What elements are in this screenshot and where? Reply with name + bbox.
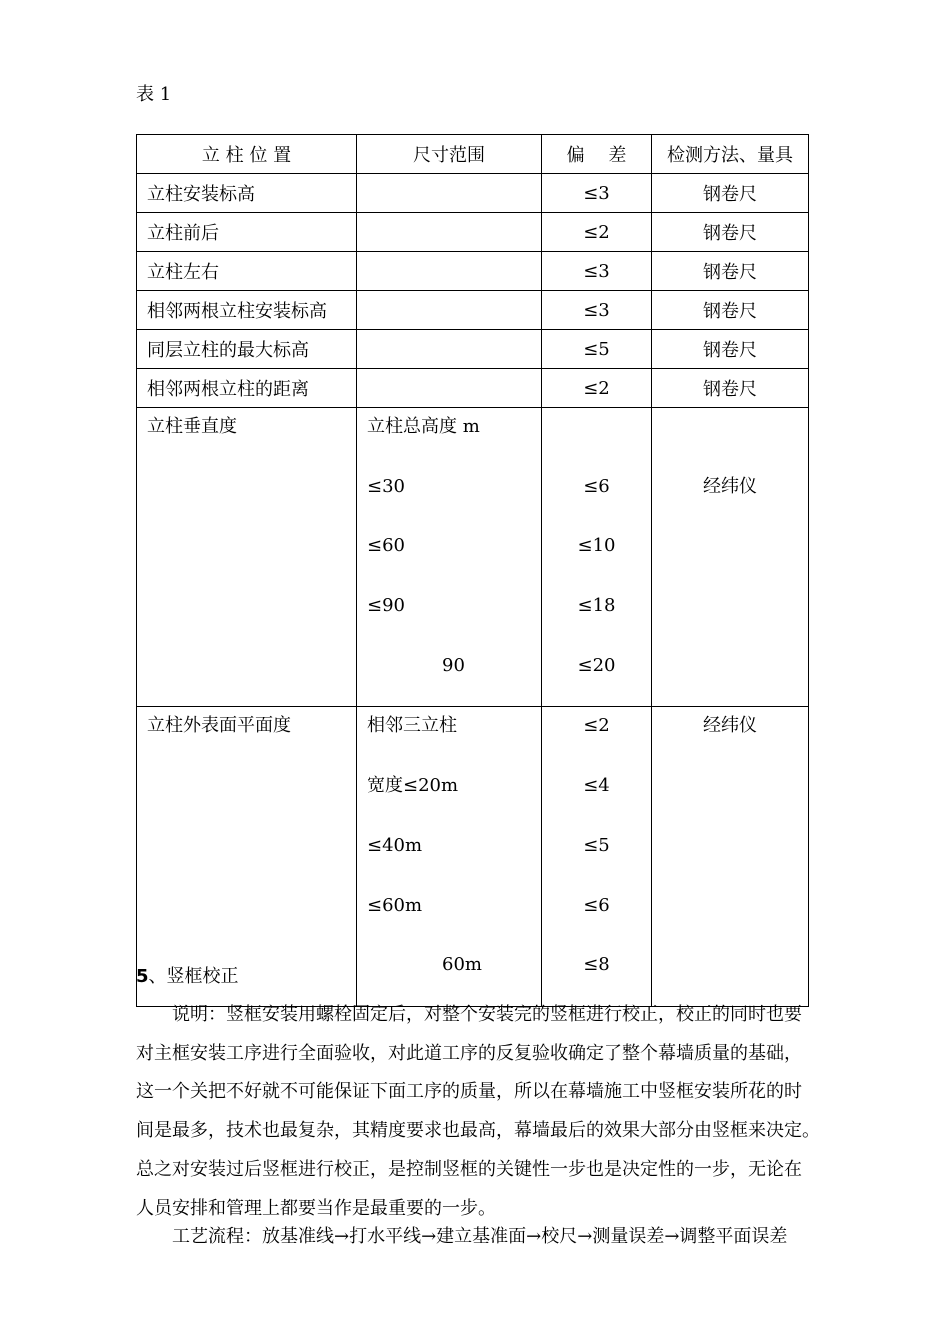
deviation-line: ≤10 (577, 535, 616, 557)
paragraph-line: 这一个关把不好就不可能保证下面工序的质量，所以在幕墙施工中竖框安装所花的时 (136, 1081, 802, 1103)
deviation-line: ≤2 (583, 715, 610, 737)
table-header-row (137, 135, 809, 174)
range-line: ≤90 (367, 595, 405, 617)
range-line: 60m (442, 954, 482, 976)
cell-range (357, 330, 542, 369)
cell-position: 立柱左右 (137, 252, 357, 291)
header-method: 检测方法、量具 (652, 135, 809, 174)
paragraph-line: 对主框安装工序进行全面验收，对此道工序的反复验收确定了整个幕墙质量的基础， (136, 1042, 802, 1064)
table-row (137, 252, 809, 291)
cell-position: 相邻两根立柱的距离 (137, 369, 357, 408)
position-label: 立柱外表面平面度 (147, 715, 291, 737)
paragraph-line: 说明：竖框安装用螺栓固定后，对整个安装完的竖框进行校正，校正的同时也要 (136, 1004, 802, 1025)
cell-method: 钢卷尺 (652, 291, 809, 330)
paragraph-line: 工艺流程：放基准线→打水平线→建立基准面→校尺→测量误差→调整平面误差 (136, 1226, 788, 1247)
section-title: 、竖框校正 (148, 966, 239, 987)
table-row (137, 213, 809, 252)
header-position: 立 柱 位 置 (137, 135, 357, 174)
range-line: 相邻三立柱 (367, 715, 457, 737)
cell-range-stack (357, 707, 542, 1006)
range-line: 宽度≤20m (367, 775, 459, 797)
table-row (137, 330, 809, 369)
cell-range (357, 213, 542, 252)
range-line: ≤60m (367, 894, 423, 916)
cell-method (652, 408, 809, 707)
paragraph-line: 总之对安装过后竖框进行校正，是控制竖框的关键性一步也是决定性的一步，无论在 (136, 1158, 802, 1180)
cell-deviation: ≤2 (542, 213, 652, 252)
deviation-line: ≤18 (577, 595, 616, 617)
cell-range (357, 174, 542, 213)
section-heading (136, 962, 239, 988)
range-line: ≤40m (367, 834, 423, 856)
deviation-line: ≤8 (583, 954, 610, 976)
cell-deviation: ≤3 (542, 252, 652, 291)
method-label: 经纬仪 (703, 715, 757, 737)
table-row (137, 174, 809, 213)
cell-method: 钢卷尺 (652, 252, 809, 291)
range-line: 90 (442, 654, 465, 676)
table-row-verticality (137, 408, 809, 707)
table-row (137, 369, 809, 408)
table-row (137, 291, 809, 330)
deviation-line: ≤6 (583, 894, 610, 916)
cell-range-stack (357, 408, 542, 707)
method-label: 经纬仪 (703, 475, 757, 497)
position-label: 立柱垂直度 (147, 416, 237, 437)
table-caption: 表 1 (136, 84, 172, 105)
cell-method: 钢卷尺 (652, 174, 809, 213)
cell-deviation-stack (542, 707, 652, 1006)
cell-method (652, 707, 809, 1006)
description-paragraph (136, 996, 860, 1228)
header-deviation: 偏 差 (542, 135, 652, 174)
cell-position (137, 408, 357, 707)
cell-deviation: ≤2 (542, 369, 652, 408)
header-range: 尺寸范围 (357, 135, 542, 174)
deviation-line: ≤5 (583, 834, 610, 856)
range-line: ≤60 (367, 535, 405, 557)
cell-method: 钢卷尺 (652, 213, 809, 252)
cell-position: 立柱安装标高 (137, 174, 357, 213)
cell-deviation: ≤3 (542, 174, 652, 213)
paragraph-line: 间是最多，技术也最复杂，其精度要求也最高，幕墙最后的效果大部分由竖框来决定。 (136, 1120, 820, 1142)
cell-position: 相邻两根立柱安装标高 (137, 291, 357, 330)
deviation-line (542, 408, 651, 468)
deviation-line: ≤4 (583, 775, 610, 797)
cell-deviation: ≤5 (542, 330, 652, 369)
deviation-line: ≤20 (577, 654, 616, 676)
cell-position: 立柱前后 (137, 213, 357, 252)
cell-method: 钢卷尺 (652, 369, 809, 408)
cell-range (357, 369, 542, 408)
cell-range (357, 291, 542, 330)
cell-range (357, 252, 542, 291)
process-flow-paragraph (136, 1218, 860, 1257)
paragraph-line: 人员安排和管理上都要当作是最重要的一步。 (136, 1197, 496, 1219)
section-number: 5 (136, 966, 149, 987)
cell-deviation: ≤3 (542, 291, 652, 330)
cell-deviation-stack (542, 408, 652, 707)
cell-position: 同层立柱的最大标高 (137, 330, 357, 369)
deviation-line: ≤6 (583, 475, 610, 497)
cell-method: 钢卷尺 (652, 330, 809, 369)
column-tolerance-table (136, 134, 809, 1007)
range-line: ≤30 (367, 475, 405, 497)
range-line: 立柱总高度 m (367, 416, 480, 437)
